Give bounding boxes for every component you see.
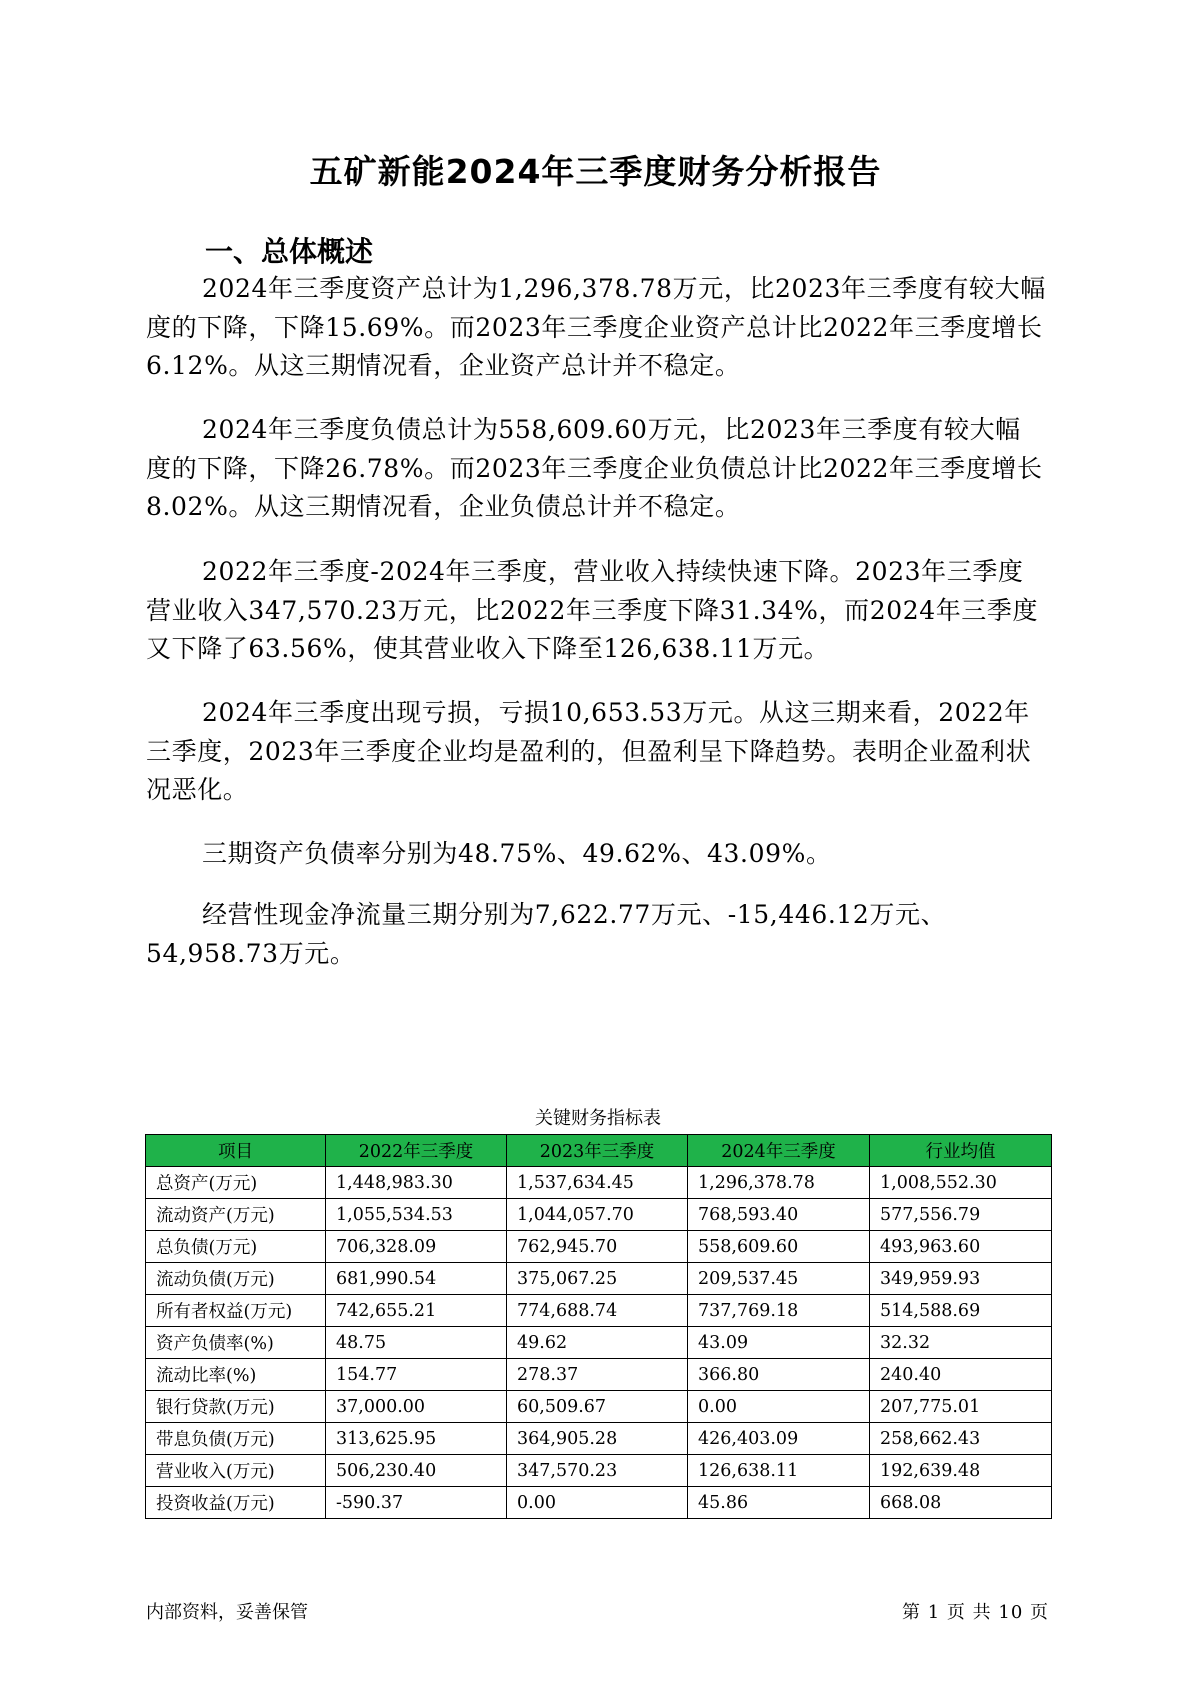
header-2024q3: 2024年三季度	[688, 1135, 870, 1167]
cell-value: 48.75	[326, 1327, 507, 1359]
row-label: 流动资产(万元)	[146, 1199, 326, 1231]
table-row	[146, 1487, 1052, 1519]
cell-value: 706,328.09	[326, 1231, 507, 1263]
paragraph-cash-flow: 经营性现金净流量三期分别为7,622.77万元、-15,446.12万元、54,958.73万元。	[146, 900, 947, 968]
cell-value: 668.08	[870, 1487, 1052, 1519]
table-row	[146, 1199, 1052, 1231]
cell-value: 737,769.18	[688, 1295, 870, 1327]
cell-value: 1,008,552.30	[870, 1167, 1052, 1199]
cell-value: 0.00	[688, 1391, 870, 1423]
paragraph-profit: 2024年三季度出现亏损，亏损10,653.53万元。从这三期来看，2022年三季度，2023年三季度企业均是盈利的，但盈利呈下降趋势。表明企业盈利状况恶化。	[146, 698, 1032, 804]
row-label: 营业收入(万元)	[146, 1455, 326, 1487]
cell-value: 1,296,378.78	[688, 1167, 870, 1199]
header-item: 项目	[146, 1135, 326, 1167]
cell-value: 209,537.45	[688, 1263, 870, 1295]
row-label: 流动负债(万元)	[146, 1263, 326, 1295]
cell-value: 506,230.40	[326, 1455, 507, 1487]
cell-value: 768,593.40	[688, 1199, 870, 1231]
cell-value: 0.00	[507, 1487, 688, 1519]
cell-value: 347,570.23	[507, 1455, 688, 1487]
footer-confidential-note: 内部资料，妥善保管	[146, 1602, 308, 1623]
table-row	[146, 1327, 1052, 1359]
cell-value: 349,959.93	[870, 1263, 1052, 1295]
cell-value: 207,775.01	[870, 1391, 1052, 1423]
table-row	[146, 1295, 1052, 1327]
cell-value: 154.77	[326, 1359, 507, 1391]
row-label: 所有者权益(万元)	[146, 1295, 326, 1327]
cell-value: 49.62	[507, 1327, 688, 1359]
row-label: 投资收益(万元)	[146, 1487, 326, 1519]
row-label: 银行贷款(万元)	[146, 1391, 326, 1423]
cell-value: 37,000.00	[326, 1391, 507, 1423]
cell-value: 375,067.25	[507, 1263, 688, 1295]
header-2023q3: 2023年三季度	[507, 1135, 688, 1167]
cell-value: 192,639.48	[870, 1455, 1052, 1487]
cell-value: 258,662.43	[870, 1423, 1052, 1455]
table-header-row	[146, 1135, 1052, 1167]
cell-value: 681,990.54	[326, 1263, 507, 1295]
cell-value: -590.37	[326, 1487, 507, 1519]
paragraph-debt-ratio: 三期资产负债率分别为48.75%、49.62%、43.09%。	[202, 839, 832, 868]
cell-value: 313,625.95	[326, 1423, 507, 1455]
row-label: 总资产(万元)	[146, 1167, 326, 1199]
cell-value: 60,509.67	[507, 1391, 688, 1423]
cell-value: 240.40	[870, 1359, 1052, 1391]
header-2022q3: 2022年三季度	[326, 1135, 507, 1167]
key-financial-indicators-table	[145, 1134, 1052, 1519]
report-title: 五矿新能2024年三季度财务分析报告	[309, 152, 882, 191]
table-row	[146, 1359, 1052, 1391]
table-row	[146, 1263, 1052, 1295]
table-row	[146, 1167, 1052, 1199]
cell-value: 514,588.69	[870, 1295, 1052, 1327]
cell-value: 493,963.60	[870, 1231, 1052, 1263]
footer-page-number: 第 1 页 共 10 页	[902, 1602, 1049, 1623]
cell-value: 32.32	[870, 1327, 1052, 1359]
row-label: 资产负债率(%)	[146, 1327, 326, 1359]
cell-value: 774,688.74	[507, 1295, 688, 1327]
header-industry-average: 行业均值	[870, 1135, 1052, 1167]
table-caption: 关键财务指标表	[535, 1108, 661, 1129]
table-row	[146, 1391, 1052, 1423]
cell-value: 364,905.28	[507, 1423, 688, 1455]
cell-value: 577,556.79	[870, 1199, 1052, 1231]
cell-value: 742,655.21	[326, 1295, 507, 1327]
cell-value: 558,609.60	[688, 1231, 870, 1263]
paragraph-revenue: 2022年三季度-2024年三季度，营业收入持续快速下降。2023年三季度营业收入347,570.23万元，比2022年三季度下降31.34%，而2024年三季度又下降了63.56%，使其营业收入下降至126,638.11万元。	[146, 557, 1039, 663]
cell-value: 366.80	[688, 1359, 870, 1391]
table-row	[146, 1231, 1052, 1263]
table-row	[146, 1455, 1052, 1487]
section-heading: 一、总体概述	[205, 235, 374, 268]
cell-value: 278.37	[507, 1359, 688, 1391]
cell-value: 45.86	[688, 1487, 870, 1519]
cell-value: 426,403.09	[688, 1423, 870, 1455]
row-label: 流动比率(%)	[146, 1359, 326, 1391]
cell-value: 1,448,983.30	[326, 1167, 507, 1199]
cell-value: 1,537,634.45	[507, 1167, 688, 1199]
table-row	[146, 1423, 1052, 1455]
cell-value: 43.09	[688, 1327, 870, 1359]
paragraph-total-liabilities: 2024年三季度负债总计为558,609.60万元，比2023年三季度有较大幅度的下降，下降26.78%。而2023年三季度企业负债总计比2022年三季度增长8.02%。从这三期情况看，企业负债总计并不稳定。	[146, 415, 1043, 521]
cell-value: 1,055,534.53	[326, 1199, 507, 1231]
cell-value: 1,044,057.70	[507, 1199, 688, 1231]
cell-value: 126,638.11	[688, 1455, 870, 1487]
row-label: 总负债(万元)	[146, 1231, 326, 1263]
row-label: 带息负债(万元)	[146, 1423, 326, 1455]
cell-value: 762,945.70	[507, 1231, 688, 1263]
paragraph-total-assets: 2024年三季度资产总计为1,296,378.78万元，比2023年三季度有较大幅度的下降，下降15.69%。而2023年三季度企业资产总计比2022年三季度增长6.12%。从这三期情况看，企业资产总计并不稳定。	[146, 274, 1046, 380]
